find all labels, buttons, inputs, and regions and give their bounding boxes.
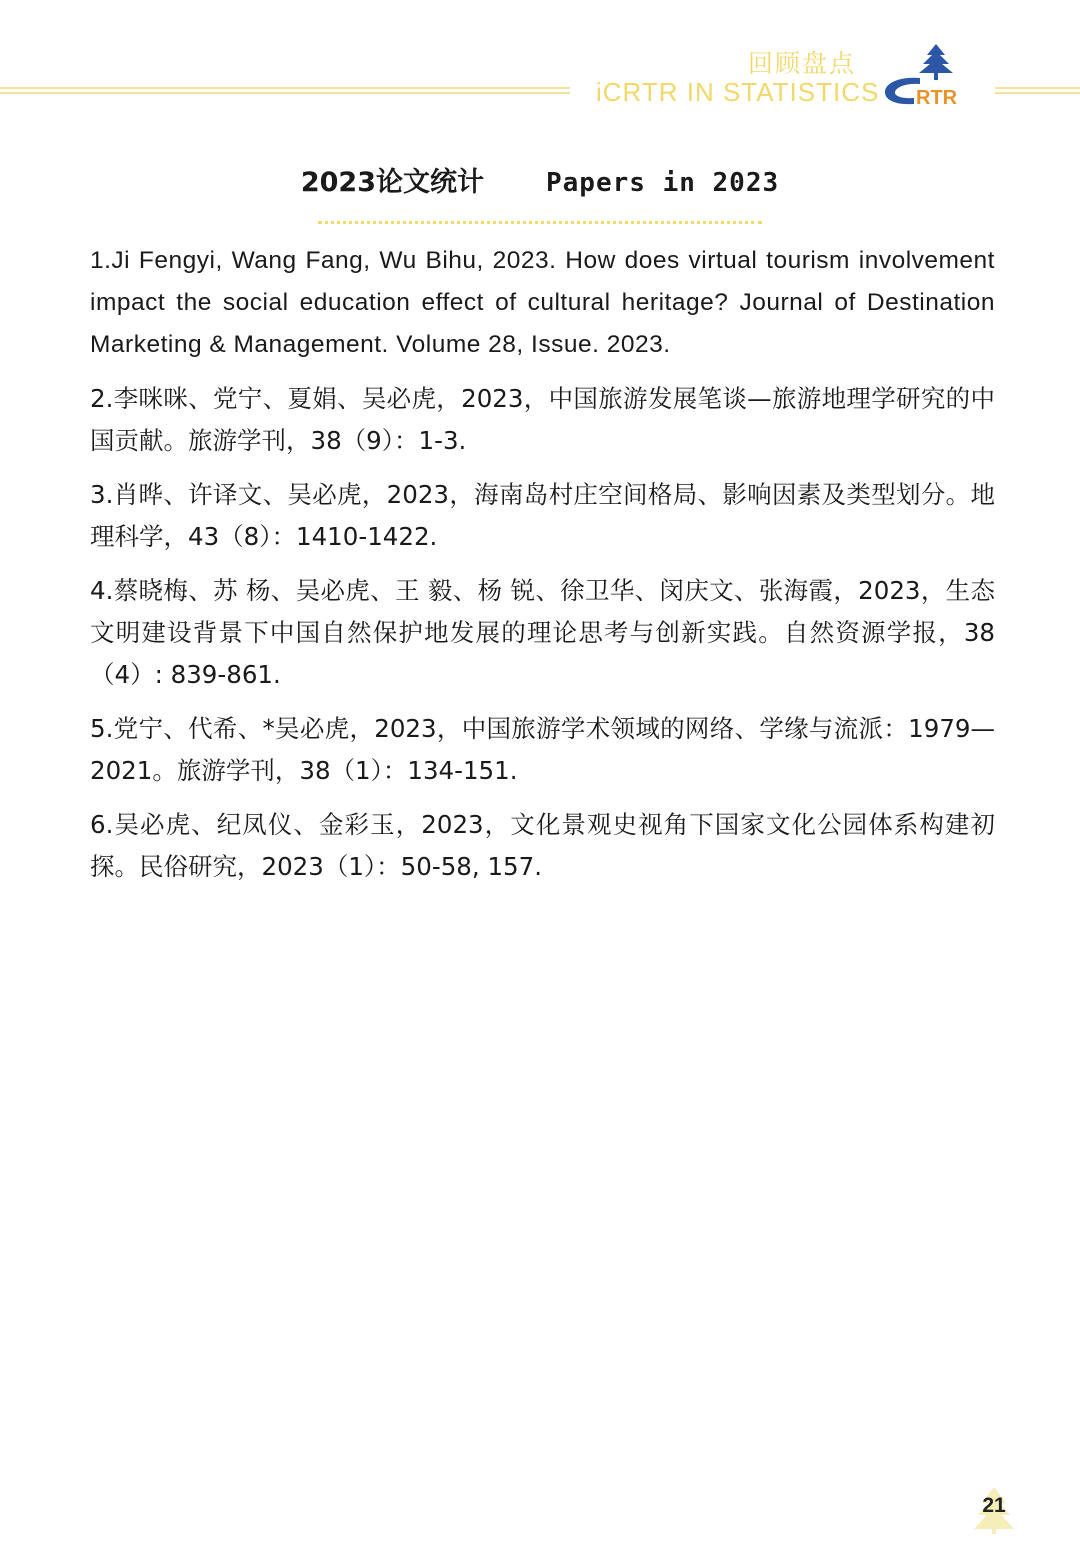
paper-item-5: 5.党宁、代希、*吴必虎，2023，中国旅游学术领域的网络、学缘与流派：1979—2021。旅游学刊，38（1）：134-151.: [90, 714, 995, 785]
paper-item-6: 6.吴必虎、纪凤仪、金彩玉，2023，文化景观史视角下国家文化公园体系构建初探。民俗研究，2023（1）：50-58, 157.: [90, 810, 995, 881]
paper-item-2: 2.李咪咪、党宁、夏娟、吴必虎，2023，中国旅游发展笔谈—旅游地理学研究的中国贡献。旅游学刊，38（9）：1-3.: [90, 384, 995, 455]
page-header: [0, 0, 1080, 120]
header-title-cn: 回顾盘点: [748, 49, 857, 78]
paper-list: [90, 240, 995, 900]
page-number: 21: [982, 1494, 1006, 1517]
logo-text: RTR: [916, 87, 958, 108]
page-title: [0, 160, 1080, 204]
icrtr-logo: [880, 42, 976, 108]
header-title-en: iCRTR IN STATISTICS: [596, 77, 880, 107]
page-title-cn: 2023论文统计: [300, 167, 484, 198]
paper-item-4: 4.蔡晓梅、苏 杨、吴必虎、王 毅、杨 锐、徐卫华、闵庆文、张海霞，2023，生态文明建设背景下中国自然保护地发展的理论思考与创新实践。自然资源学报，38（4）: 839-861.: [90, 576, 995, 689]
header-rule-right: [995, 87, 1080, 94]
title-dotted-divider: [318, 221, 762, 224]
header-rule-left: [0, 87, 570, 94]
paper-item-3: 3.肖晔、许译文、吴必虎，2023，海南岛村庄空间格局、影响因素及类型划分。地理科学，43（8）：1410-1422.: [90, 480, 995, 551]
paper-item-1: 1.Ji Fengyi, Wang Fang, Wu Bihu, 2023. How does virtual tourism involvement impact the social education effect of cultural heritage? Journal of Destination Marketing & Management. Volume 28, Issue. 2023.: [90, 247, 995, 358]
page-number-badge: [972, 1485, 1016, 1535]
page-title-en: Papers in 2023: [546, 168, 780, 198]
